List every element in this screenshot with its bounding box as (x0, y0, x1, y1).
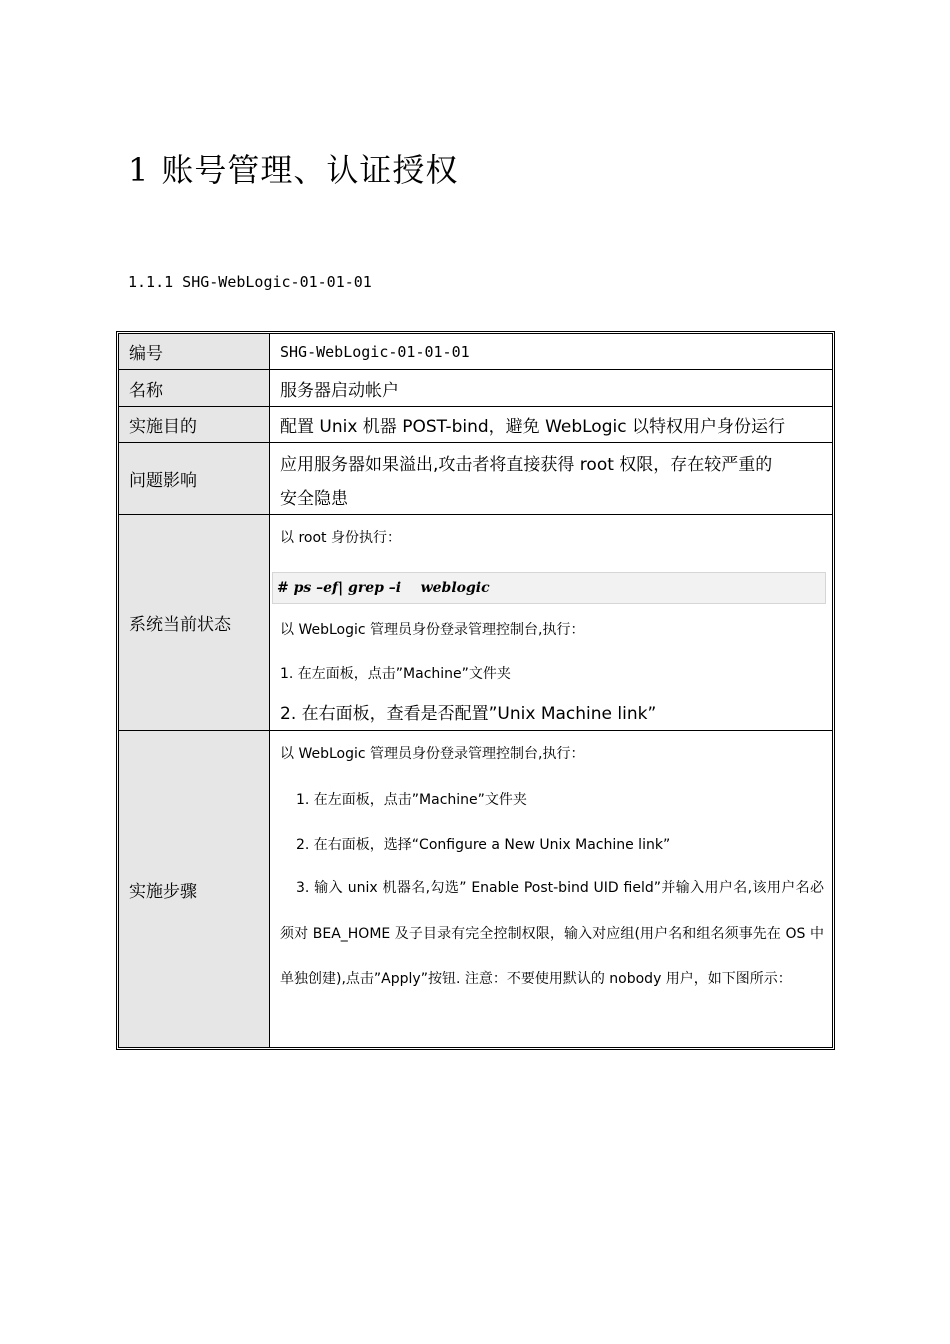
chapter-title: 账号管理、认证授权 (161, 151, 459, 189)
procedure-step: 2. 在右面板，选择“Configure a New Unix Machine link” (296, 837, 671, 853)
impact-line: 应用服务器如果溢出,攻击者将直接获得 root 权限，存在较严重的 (280, 455, 773, 475)
command-code-block: # ps –ef| grep –i weblogic (272, 572, 826, 604)
row-value (270, 515, 832, 730)
row-value: 服务器启动帐户 (280, 380, 399, 401)
row-label: 实施步骤 (119, 731, 270, 1047)
row-value: SHG-WebLogic-01-01-01 (280, 342, 470, 361)
row-value (270, 443, 832, 514)
page-title (128, 146, 458, 194)
row-label: 实施目的 (119, 407, 270, 442)
procedure-instruction: 以 WebLogic 管理员身份登录管理控制台,执行： (280, 746, 585, 762)
table-row (119, 731, 832, 1047)
table-row (119, 443, 832, 515)
table-row (119, 370, 832, 407)
impact-line: 安全隐患 (280, 489, 348, 509)
procedure-paragraph: 3. 输入 unix 机器名,勾选” Enable Post-bind UID field”并输入用户名,该用户名必须对 BEA_HOME 及子目录有完全控制权限，输入对应组(用户名和组名须事先在 OS 中单独创建),点击”Apply”按钮. 注意：不要使用默认的 nobody 用户，如下图所示： (280, 880, 824, 987)
status-instruction: 以 WebLogic 管理员身份登录管理控制台,执行： (280, 622, 585, 638)
status-instruction: 以 root 身份执行： (280, 530, 401, 546)
row-label: 问题影响 (119, 443, 270, 514)
row-value (270, 731, 832, 1047)
procedure-step: 1. 在左面板，点击”Machine”文件夹 (296, 792, 527, 808)
table-row (119, 334, 832, 370)
table-row (119, 515, 832, 731)
row-label: 编号 (119, 334, 270, 369)
row-label: 名称 (119, 370, 270, 406)
status-step: 1. 在左面板，点击”Machine”文件夹 (280, 666, 511, 682)
table-row (119, 407, 832, 443)
status-step: 2. 在右面板，查看是否配置”Unix Machine link” (280, 704, 657, 724)
chapter-number: 1 (128, 151, 150, 189)
row-value: 配置 Unix 机器 POST-bind，避免 WebLogic 以特权用户身份运行 (280, 417, 785, 437)
section-heading: 1.1.1 SHG-WebLogic-01-01-01 (128, 273, 372, 291)
row-label: 系统当前状态 (119, 515, 270, 730)
spec-table (116, 331, 835, 1050)
